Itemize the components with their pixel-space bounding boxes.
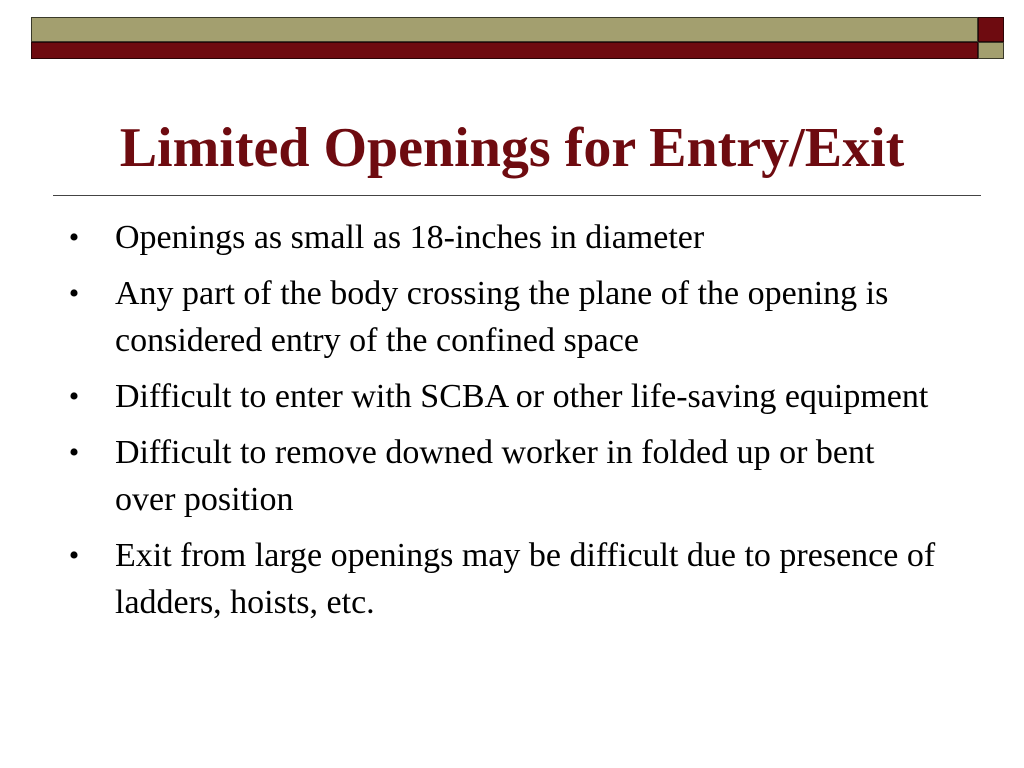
slide-title: Limited Openings for Entry/Exit (119, 117, 905, 179)
bullet-list (60, 214, 940, 635)
bullet-text: Difficult to remove downed worker in folded up or bent over position (115, 434, 875, 518)
header-red-bar (31, 42, 978, 59)
bullet-dot-icon: • (68, 436, 80, 469)
bullet-text: Openings as small as 18-inches in diameter (115, 219, 705, 256)
bullet-dot-icon: • (68, 221, 80, 254)
bullet-text: Any part of the body crossing the plane of the opening is considered entry of the confined space (115, 275, 889, 359)
bullet-dot-icon: • (68, 539, 80, 572)
bullet-item (60, 214, 940, 261)
bullet-dot-icon: • (68, 380, 80, 413)
header-red-square (978, 17, 1004, 42)
bullet-item (60, 429, 940, 523)
bullet-dot-icon: • (68, 277, 80, 310)
header-olive-bar (31, 17, 978, 42)
bullet-item (60, 532, 940, 626)
header-olive-square (978, 42, 1004, 59)
bullet-text: Exit from large openings may be difficult due to presence of ladders, hoists, etc. (115, 537, 936, 621)
title-divider (53, 195, 981, 196)
bullet-item (60, 373, 940, 420)
bullet-text: Difficult to enter with SCBA or other life-saving equipment (115, 378, 929, 415)
bullet-item (60, 270, 940, 364)
